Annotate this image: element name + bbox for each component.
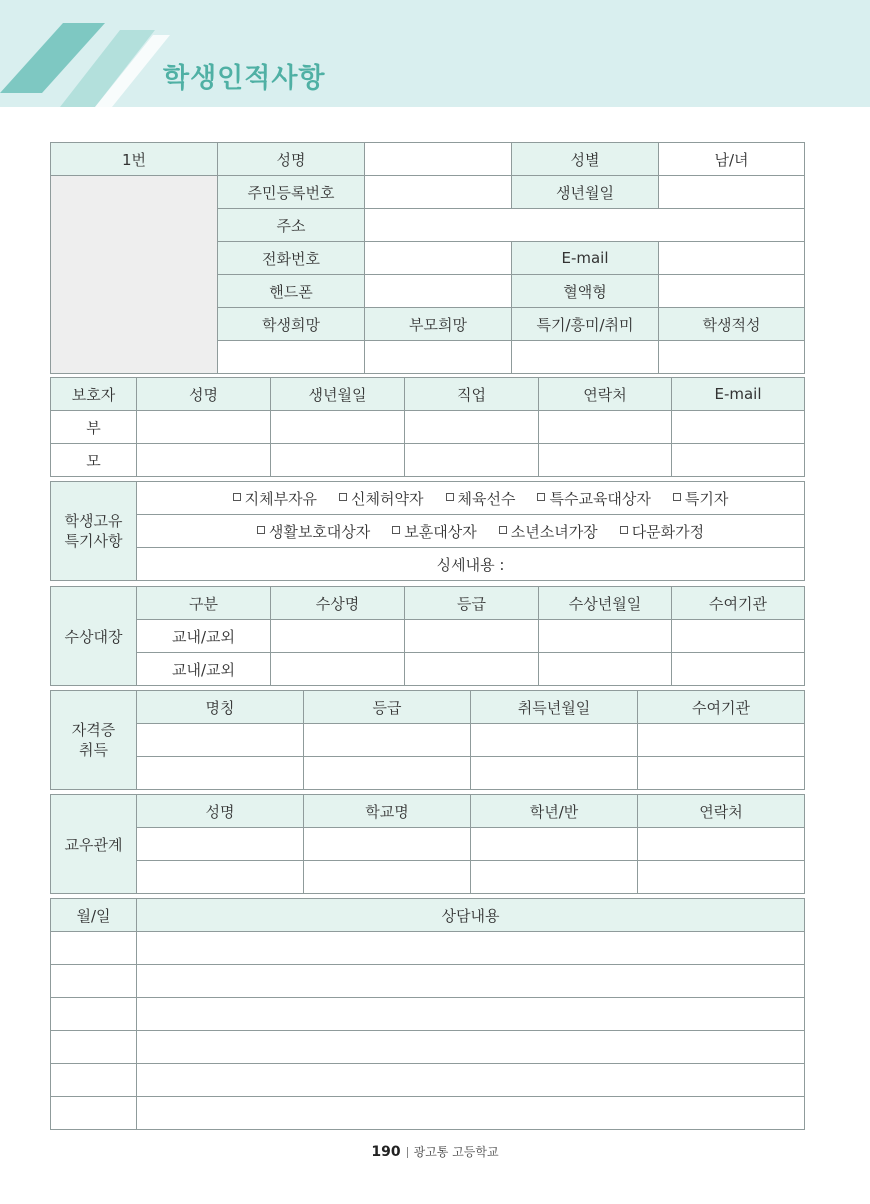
student-number: 1번 [51, 143, 218, 176]
guardian-col-job: 직업 [405, 378, 539, 411]
table-cell[interactable] [405, 620, 539, 653]
friends-col-school: 학교명 [304, 795, 471, 828]
guardian-row-label: 모 [51, 444, 137, 477]
footer-divider [407, 1147, 408, 1158]
name-label: 성명 [218, 143, 365, 176]
name-field[interactable] [365, 143, 512, 176]
counsel-table [50, 898, 805, 1130]
table-cell[interactable] [51, 1031, 137, 1064]
special-title [51, 482, 137, 581]
guardian-col-contact: 연락처 [539, 378, 672, 411]
table-cell[interactable] [471, 757, 638, 790]
footer-school: 광고통 고등학교 [413, 1145, 499, 1159]
table-cell[interactable] [539, 444, 672, 477]
hobby-field[interactable] [512, 341, 659, 374]
table-cell[interactable] [137, 965, 805, 998]
checkbox-option[interactable]: 다문화가정 [620, 521, 704, 542]
birth-label: 생년월일 [512, 176, 659, 209]
table-row [51, 653, 805, 686]
awards-col-type: 구분 [137, 587, 271, 620]
table-cell[interactable] [471, 724, 638, 757]
table-cell[interactable] [638, 861, 805, 894]
table-row [51, 932, 805, 965]
table-cell[interactable] [539, 620, 672, 653]
table-cell[interactable] [405, 411, 539, 444]
blood-label: 혈액형 [512, 275, 659, 308]
table-cell[interactable] [137, 411, 271, 444]
table-cell[interactable] [405, 444, 539, 477]
special-notes-table [50, 481, 805, 581]
guardian-col-birth: 생년월일 [271, 378, 405, 411]
table-row [51, 620, 805, 653]
checkbox-icon [233, 493, 241, 501]
table-cell[interactable] [672, 444, 805, 477]
license-title [51, 691, 137, 790]
guardian-table [50, 377, 805, 477]
table-cell[interactable] [638, 724, 805, 757]
table-cell[interactable] [304, 757, 471, 790]
checkbox-icon [339, 493, 347, 501]
table-row [51, 861, 805, 894]
photo-box [51, 176, 218, 374]
special-row2 [137, 515, 805, 548]
guardian-col-email: E-mail [672, 378, 805, 411]
awards-col-grade: 등급 [405, 587, 539, 620]
table-cell[interactable] [271, 620, 405, 653]
gender-value[interactable]: 남/녀 [659, 143, 805, 176]
table-row [51, 1031, 805, 1064]
hope-student-field[interactable] [218, 341, 365, 374]
table-row [51, 757, 805, 790]
table-cell[interactable] [137, 1097, 805, 1130]
table-cell[interactable] [137, 444, 271, 477]
table-cell[interactable] [471, 828, 638, 861]
special-title-line2: 특기사항 [64, 532, 123, 550]
special-row1 [137, 482, 805, 515]
friends-title: 교우관계 [51, 795, 137, 894]
hope-parent-label: 부모희망 [365, 308, 512, 341]
table-cell[interactable] [137, 998, 805, 1031]
checkbox-option[interactable]: 특수교육대상자 [537, 488, 650, 509]
page-number: 190 [371, 1144, 401, 1160]
table-cell[interactable] [471, 861, 638, 894]
id-number-label: 주민등록번호 [218, 176, 365, 209]
awards-table [50, 586, 805, 686]
friends-table [50, 794, 805, 894]
awards-col-name: 수상명 [271, 587, 405, 620]
table-cell[interactable] [304, 724, 471, 757]
license-col-org: 수여기관 [638, 691, 805, 724]
checkbox-option[interactable]: 소년소녀가장 [499, 521, 598, 542]
table-cell[interactable] [638, 828, 805, 861]
birth-field[interactable] [659, 176, 805, 209]
friends-col-name: 성명 [137, 795, 304, 828]
table-row [51, 1097, 805, 1130]
header-band [0, 0, 870, 107]
table-cell[interactable] [672, 411, 805, 444]
id-number-field[interactable] [365, 176, 512, 209]
table-cell[interactable] [304, 861, 471, 894]
license-col-name: 명칭 [137, 691, 304, 724]
aptitude-label: 학생적성 [659, 308, 805, 341]
table-cell[interactable] [137, 1031, 805, 1064]
mobile-label: 핸드폰 [218, 275, 365, 308]
phone-field[interactable] [365, 242, 512, 275]
counsel-col-content: 상담내용 [137, 899, 805, 932]
page-footer [0, 1143, 870, 1160]
table-cell[interactable] [137, 757, 304, 790]
table-cell[interactable] [539, 411, 672, 444]
friends-col-contact: 연락처 [638, 795, 805, 828]
table-cell[interactable] [271, 411, 405, 444]
table-cell[interactable] [271, 653, 405, 686]
table-row [51, 724, 805, 757]
basic-info-table [50, 142, 805, 374]
checkbox-option[interactable]: 특기자 [673, 488, 728, 509]
mobile-field[interactable] [365, 275, 512, 308]
license-table [50, 690, 805, 790]
table-cell[interactable] [51, 1097, 137, 1130]
table-cell[interactable] [539, 653, 672, 686]
checkbox-option[interactable]: 지체부자유 [233, 488, 317, 509]
table-row [51, 965, 805, 998]
counsel-col-date: 월/일 [51, 899, 137, 932]
table-row [51, 998, 805, 1031]
awards-title: 수상대장 [51, 587, 137, 686]
license-col-grade: 등급 [304, 691, 471, 724]
hobby-label: 특기/흥미/취미 [512, 308, 659, 341]
table-cell[interactable] [405, 653, 539, 686]
license-title-line1: 자격증 [71, 721, 116, 739]
checkbox-icon [257, 526, 265, 534]
checkbox-icon [499, 526, 507, 534]
checkbox-icon [620, 526, 628, 534]
special-detail[interactable]: 싱세내용 : [137, 548, 805, 581]
table-cell[interactable] [51, 965, 137, 998]
address-field[interactable] [365, 209, 805, 242]
table-cell[interactable] [137, 724, 304, 757]
awards-col-date: 수상년월일 [539, 587, 672, 620]
checkbox-option[interactable]: 보훈대상자 [392, 521, 476, 542]
table-cell[interactable] [137, 828, 304, 861]
table-cell[interactable] [672, 653, 805, 686]
hope-student-label: 학생희망 [218, 308, 365, 341]
table-cell[interactable] [638, 757, 805, 790]
checkbox-icon [537, 493, 545, 501]
friends-col-class: 학년/반 [471, 795, 638, 828]
table-cell[interactable] [672, 620, 805, 653]
checkbox-option[interactable]: 생활보호대상자 [257, 521, 370, 542]
table-cell[interactable] [137, 1064, 805, 1097]
phone-label: 전화번호 [218, 242, 365, 275]
hope-parent-field[interactable] [365, 341, 512, 374]
guardian-title: 보호자 [51, 378, 137, 411]
email-field[interactable] [659, 242, 805, 275]
checkbox-option[interactable]: 체육선수 [446, 488, 516, 509]
address-label: 주소 [218, 209, 365, 242]
gender-label: 성별 [512, 143, 659, 176]
license-title-line2: 취득 [79, 741, 108, 759]
awards-col-org: 수여기관 [672, 587, 805, 620]
blood-field[interactable] [659, 275, 805, 308]
table-cell[interactable] [51, 998, 137, 1031]
checkbox-option[interactable]: 신체허약자 [339, 488, 423, 509]
awards-type-value[interactable]: 교내/교외 [137, 620, 271, 653]
guardian-col-name: 성명 [137, 378, 271, 411]
guardian-row-father [51, 411, 805, 444]
table-cell[interactable] [304, 828, 471, 861]
table-row [51, 1064, 805, 1097]
special-title-line1: 학생고유 [64, 512, 123, 530]
table-row [51, 828, 805, 861]
aptitude-field[interactable] [659, 341, 805, 374]
table-cell[interactable] [137, 861, 304, 894]
license-col-date: 취득년월일 [471, 691, 638, 724]
table-cell[interactable] [137, 932, 805, 965]
checkbox-icon [392, 526, 400, 534]
guardian-row-mother [51, 444, 805, 477]
table-cell[interactable] [51, 1064, 137, 1097]
page-title: 학생인적사항 [163, 63, 326, 94]
guardian-row-label: 부 [51, 411, 137, 444]
checkbox-icon [446, 493, 454, 501]
awards-type-value[interactable]: 교내/교외 [137, 653, 271, 686]
table-cell[interactable] [51, 932, 137, 965]
checkbox-icon [673, 493, 681, 501]
table-cell[interactable] [271, 444, 405, 477]
email-label: E-mail [512, 242, 659, 275]
